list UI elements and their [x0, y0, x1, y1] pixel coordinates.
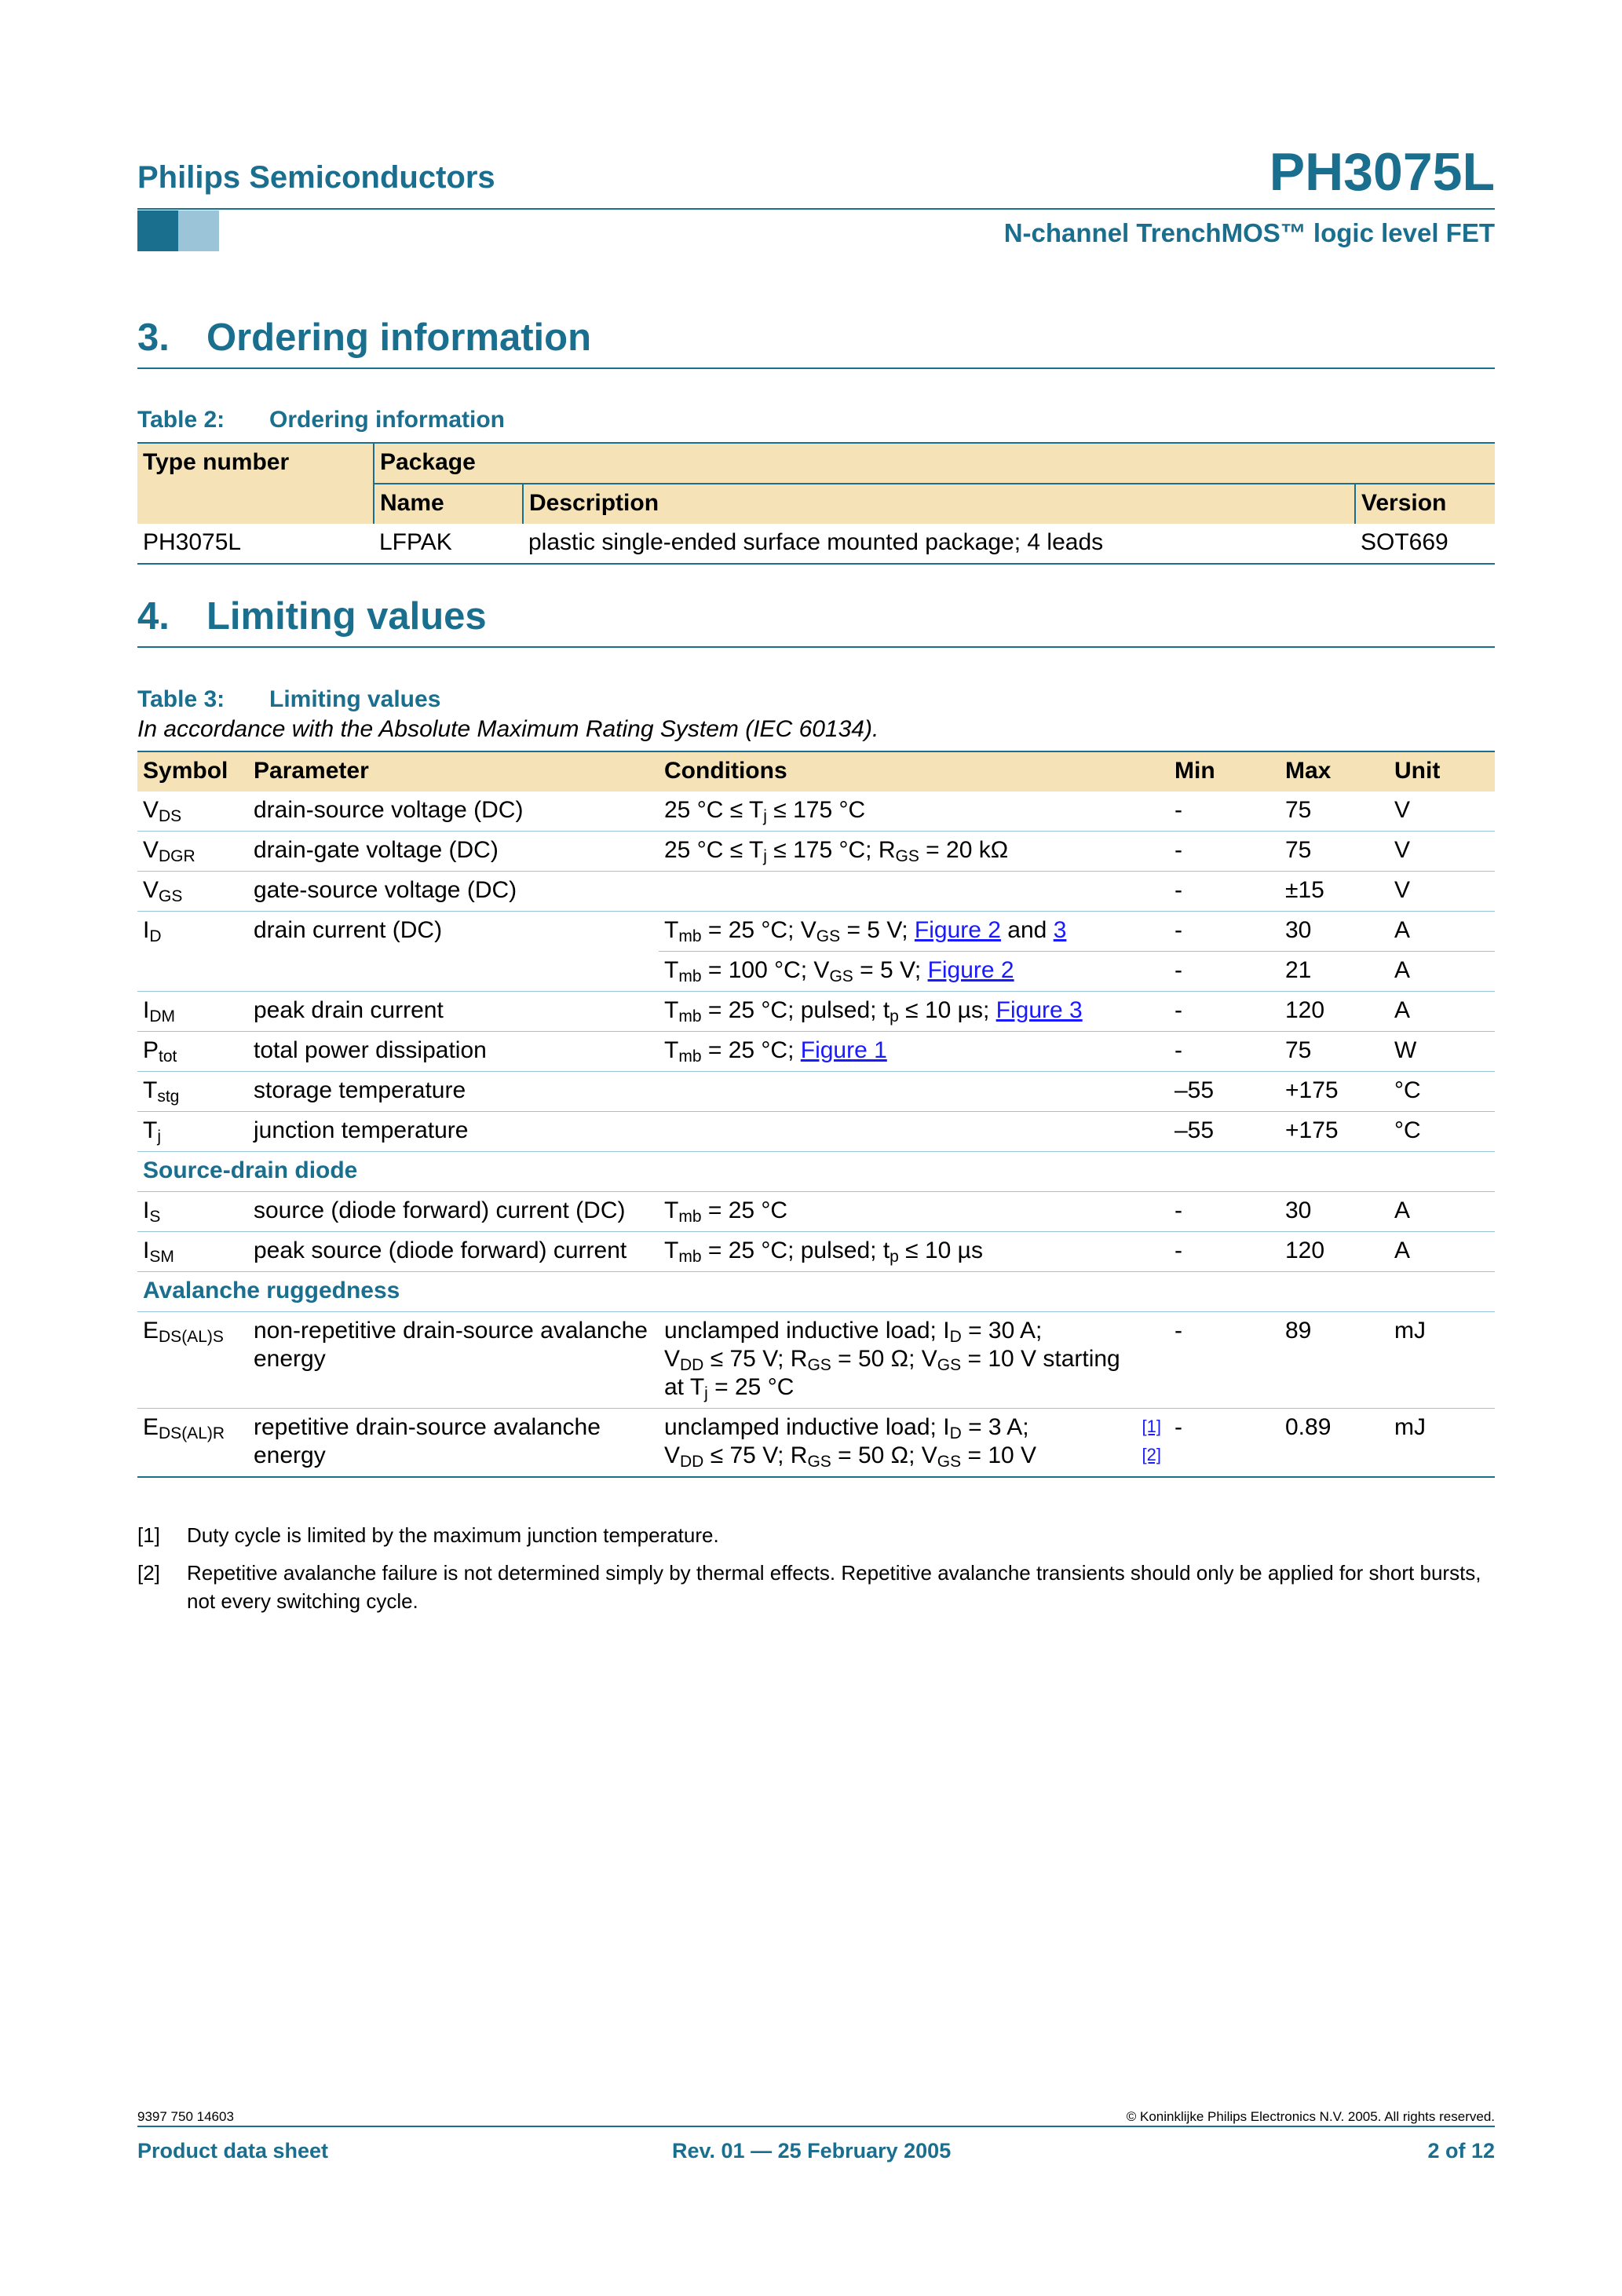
cell-max: 75 [1280, 832, 1389, 872]
header-unit: Unit [1389, 751, 1495, 792]
header-description: Description [523, 484, 1355, 524]
header-rule [137, 208, 1495, 210]
table-title: Ordering information [269, 407, 505, 433]
footnote-text: Duty cycle is limited by the maximum junction temperature. [187, 1523, 719, 1547]
table3-caption [137, 686, 440, 713]
cell-unit: V [1389, 872, 1495, 912]
cell-min: - [1174, 797, 1182, 823]
cell-symbol: $I_{SM}$ [137, 1232, 248, 1272]
table-row [137, 1312, 1495, 1409]
brand-square-light [178, 210, 219, 251]
footnote-2-link[interactable]: [2] [1142, 1445, 1161, 1464]
cell-conditions: $T_{mb} = 100$ °C; $V_{GS} = 5$ V; Figure 2 [659, 952, 1169, 992]
cell-name: LFPAK [374, 524, 523, 564]
cell-conditions: $T_{mb} = 25$ °C; Figure 1 [659, 1032, 1169, 1072]
part-number: PH3075L [1269, 142, 1495, 202]
section-heading-ordering [137, 316, 1495, 369]
footnote-text: Repetitive avalanche failure is not determined simply by thermal effects. Repetitive avalanche transients should only be applied for short bursts, not every switching cycle. [187, 1561, 1481, 1613]
section-number: 4. [137, 595, 170, 638]
cell-min: - [1169, 912, 1280, 952]
cell-parameter: drain-source voltage (DC) [254, 797, 524, 823]
footnote-1 [137, 1521, 1495, 1549]
table-row [137, 1409, 1495, 1478]
cell-symbol: $T_j$ [137, 1112, 248, 1152]
cell-parameter: storage temperature [248, 1072, 659, 1112]
cell-conditions: $T_{mb} = 25$ °C; pulsed; $t_p \le 10$ µs [659, 1232, 1169, 1272]
footnote-1-link[interactable]: [1] [1142, 1417, 1161, 1436]
table-row [137, 1032, 1495, 1072]
cell-max: 75 [1280, 1032, 1389, 1072]
cell-unit: A [1389, 1232, 1495, 1272]
cell-conditions: 25 $^\circ C \le T_j \le 175$ °C [664, 797, 866, 825]
cell-unit: mJ [1389, 1312, 1495, 1409]
cell-type-number: PH3075L [137, 524, 374, 564]
document-subtitle: N-channel TrenchMOS™ logic level FET [1003, 218, 1495, 247]
table-title: Limiting values [269, 686, 441, 712]
cell-parameter: peak source (diode forward) current [248, 1232, 659, 1272]
table-row [137, 524, 1495, 564]
cell-parameter: total power dissipation [248, 1032, 659, 1072]
cell-max: 75 [1285, 797, 1312, 823]
figure-3-link[interactable]: 3 [1053, 917, 1067, 943]
cell-min: - [1169, 952, 1280, 992]
cell-max: 120 [1280, 992, 1389, 1032]
cell-unit: W [1389, 1032, 1495, 1072]
section-heading-limiting [137, 594, 1495, 648]
cell-unit: A [1389, 1192, 1495, 1232]
cell-max: 21 [1280, 952, 1389, 992]
cell-conditions: $T_{mb} = 25$ °C; pulsed; $t_p \le 10$ µs; Figure 3 [659, 992, 1169, 1032]
figure-3-link[interactable]: Figure 3 [995, 997, 1083, 1023]
cell-description: plastic single-ended surface mounted package; 4 leads [523, 524, 1355, 564]
cell-symbol: $V_{GS}$ [137, 872, 248, 912]
cell-conditions [659, 1072, 1169, 1112]
table-row [137, 1072, 1495, 1112]
cell-min: - [1169, 872, 1280, 912]
cell-symbol: $T_{stg}$ [137, 1072, 248, 1112]
table-row [137, 1232, 1495, 1272]
table2-caption [137, 407, 505, 433]
table-label: Table 3: [137, 686, 225, 712]
cell-symbol: $V_{DGR}$ [137, 832, 248, 872]
cell-min: - [1169, 1232, 1280, 1272]
footer-rule [137, 2126, 1495, 2127]
figure-2-link[interactable]: Figure 2 [914, 917, 1001, 943]
cell-min: - [1169, 1032, 1280, 1072]
table-row [137, 992, 1495, 1032]
cell-min: –55 [1169, 1112, 1280, 1152]
cell-symbol: $I_S$ [137, 1192, 248, 1232]
table-row [137, 872, 1495, 912]
cell-min: - [1169, 1312, 1280, 1409]
cell-conditions: $T_{mb} = 25$ °C [659, 1192, 1169, 1232]
cell-max: ±15 [1280, 872, 1389, 912]
table-row [137, 792, 1495, 832]
cell-min: - [1169, 832, 1280, 872]
cell-parameter: gate-source voltage (DC) [248, 872, 659, 912]
table-row [137, 832, 1495, 872]
header-conditions: Conditions [659, 751, 1169, 792]
section-title: Limiting values [206, 595, 487, 638]
table-row [137, 1192, 1495, 1232]
cell-conditions: $T_{mb} = 25$ °C; $V_{GS} = 5$ V; Figure 2 and 3 [659, 912, 1169, 952]
header-version: Version [1355, 484, 1495, 524]
cell-conditions [659, 1112, 1169, 1152]
page-number: 2 of 12 [1427, 2139, 1495, 2163]
table3-note: In accordance with the Absolute Maximum Rating System (IEC 60134). [137, 716, 879, 742]
cell-symbol: $E_{DS(AL)S}$ [137, 1312, 248, 1409]
cell-min: - [1169, 992, 1280, 1032]
cell-symbol: $I_{DM}$ [137, 992, 248, 1032]
cell-unit: °C [1389, 1112, 1495, 1152]
header-max: Max [1280, 751, 1389, 792]
document-type: Product data sheet [137, 2139, 329, 2163]
brand-square-dark [137, 210, 178, 251]
section-number: 3. [137, 316, 170, 359]
cell-conditions: unclamped inductive load; $I_D = 30$ A; $V_{DD} \le 75$ V; $R_{GS} = 50$ Ω; $V_{GS} = 10$ V starting at $T_j = 25$ °C [659, 1312, 1169, 1409]
cell-parameter: peak drain current [248, 992, 659, 1032]
cell-parameter: drain-gate voltage (DC) [248, 832, 659, 872]
cell-unit: A [1389, 992, 1495, 1032]
document-number: 9397 750 14603 [137, 2109, 234, 2124]
cell-max: +175 [1280, 1072, 1389, 1112]
cell-parameter: drain current (DC) [248, 912, 659, 992]
ordering-table [137, 442, 1495, 565]
footnote-2 [137, 1559, 1495, 1615]
revision: Rev. 01 — 25 February 2005 [672, 2139, 952, 2163]
cell-symbol: $V_{DS}$ [143, 797, 182, 825]
cell-parameter: source (diode forward) current (DC) [248, 1192, 659, 1232]
cell-parameter: repetitive drain-source avalanche energy [248, 1409, 659, 1478]
cell-max: 0.89 [1280, 1409, 1389, 1478]
cell-unit: °C [1389, 1072, 1495, 1112]
header-symbol: Symbol [137, 751, 248, 792]
limiting-values-table [137, 751, 1495, 1478]
subheading-row [137, 1152, 1495, 1192]
company-name: Philips Semiconductors [137, 160, 495, 195]
header-min: Min [1169, 751, 1280, 792]
footnote-number: [1] [137, 1523, 160, 1547]
cell-max: 89 [1280, 1312, 1389, 1409]
cell-min: –55 [1169, 1072, 1280, 1112]
header-parameter: Parameter [248, 751, 659, 792]
cell-max: 30 [1280, 1192, 1389, 1232]
subheading-row [137, 1272, 1495, 1312]
cell-parameter: non-repetitive drain-source avalanche energy [248, 1312, 659, 1409]
cell-max: 30 [1280, 912, 1389, 952]
header-package: Package [374, 443, 1495, 484]
cell-max: +175 [1280, 1112, 1389, 1152]
subheading-source-drain-diode: Source-drain diode [137, 1152, 1495, 1192]
figure-2-link[interactable]: Figure 2 [927, 957, 1014, 983]
header-type-number: Type number [137, 443, 374, 524]
cell-unit: V [1394, 797, 1411, 823]
cell-symbol: $E_{DS(AL)R}$ [137, 1409, 248, 1478]
cell-unit: A [1389, 912, 1495, 952]
cell-conditions [659, 872, 1169, 912]
cell-min: - [1169, 1192, 1280, 1232]
cell-symbol: $I_D$ [137, 912, 248, 992]
cell-min: - [1169, 1409, 1280, 1478]
cell-max: 120 [1280, 1232, 1389, 1272]
header-name: Name [374, 484, 523, 524]
copyright: © Koninklijke Philips Electronics N.V. 2005. All rights reserved. [1126, 2109, 1495, 2124]
table-row [137, 912, 1495, 952]
cell-parameter: junction temperature [248, 1112, 659, 1152]
footnote-number: [2] [137, 1561, 160, 1585]
table-row [137, 1112, 1495, 1152]
figure-1-link[interactable]: Figure 1 [800, 1037, 887, 1063]
cell-unit: V [1389, 832, 1495, 872]
cell-unit: mJ [1389, 1409, 1495, 1478]
cell-conditions: unclamped inductive load; $I_D = 3$ A; $V_{DD} \le 75$ V; $R_{GS} = 50$ Ω; $V_{GS} = 10$ V [1] [2] [659, 1409, 1169, 1478]
cell-conditions: 25 $^\circ C \le T_j \le 175$ °C; $R_{GS} = 20$ kΩ [659, 832, 1169, 872]
section-title: Ordering information [206, 316, 591, 359]
cell-unit: A [1389, 952, 1495, 992]
subheading-avalanche-ruggedness: Avalanche ruggedness [137, 1272, 1495, 1312]
table-label: Table 2: [137, 407, 225, 433]
cell-version: SOT669 [1355, 524, 1495, 564]
cell-symbol: $P_{tot}$ [137, 1032, 248, 1072]
